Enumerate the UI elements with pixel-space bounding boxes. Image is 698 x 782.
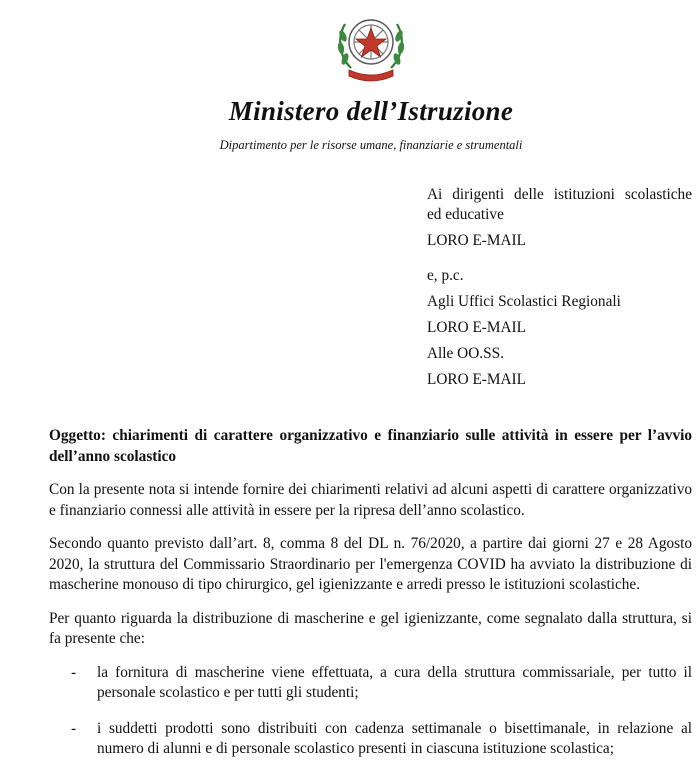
recipient-line: ed educative xyxy=(427,206,504,223)
cc-label: e, p.c. xyxy=(427,267,464,284)
italian-republic-emblem-icon xyxy=(331,6,411,86)
recipients-block xyxy=(427,185,692,390)
paragraph: Con la presente nota si intende fornire dei chiarimenti relativi ad alcuni aspetti di carattere organizzativo e finanziario connessi alle attività in essere per la ripresa dell’anno scolastico. xyxy=(49,481,692,519)
letter-body xyxy=(49,426,692,775)
recipient-line: LORO E-MAIL xyxy=(427,232,526,249)
list-item xyxy=(49,719,692,760)
list-item xyxy=(49,663,692,704)
bullet-marker: - xyxy=(71,719,77,737)
recipient-line: Ai dirigenti delle istituzioni scolastiche xyxy=(427,186,692,203)
recipient-line: LORO E-MAIL xyxy=(427,319,526,336)
recipient-line: LORO E-MAIL xyxy=(427,371,526,388)
subject-line: Oggetto: chiarimenti di carattere organizzativo e finanziario sulle attività in essere per l’avvio dell’anno scolastico xyxy=(49,427,692,465)
recipient-line: Alle OO.SS. xyxy=(427,345,504,362)
paragraph: Secondo quanto previsto dall’art. 8, comma 8 del DL n. 76/2020, a partire dai giorni 27 e 28 Agosto 2020, la struttura del Commissario Straordinario per l'emergenza COVID ha avviato la distribuzione di mascherine monouso di tipo chirurgico, gel igienizzante e arredi presso le istituzioni scolastiche. xyxy=(49,535,692,593)
list-item-text: la fornitura di mascherine viene effettuata, a cura della struttura commissariale, per tutto il personale scolastico e per tutti gli studenti; xyxy=(97,663,692,701)
recipient-line: Agli Uffici Scolastici Regionali xyxy=(427,293,621,310)
paragraph: Per quanto riguarda la distribuzione di mascherine e gel igienizzante, come segnalato dalla struttura, si fa presente che: xyxy=(49,609,692,647)
bullet-marker: - xyxy=(71,663,77,681)
department-title: Dipartimento per le risorse umane, finanziarie e strumentali xyxy=(219,138,523,152)
ministry-title: Ministero dell’Istruzione xyxy=(228,96,514,126)
bullet-list xyxy=(49,663,692,760)
list-item-text: i suddetti prodotti sono distribuiti con cadenza settimanale o bisettimanale, in relazione al numero di alunni e di personale scolastico presenti in ciascuna istituzione scolastica; xyxy=(97,719,692,757)
